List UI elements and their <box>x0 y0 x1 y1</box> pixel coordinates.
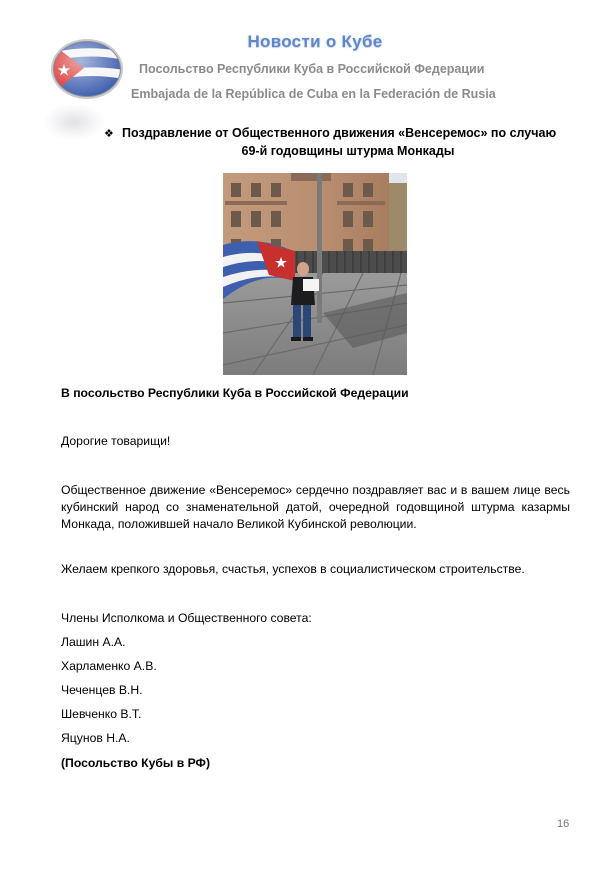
embassy-name-russian: Посольство Республики Куба в Российской Федерации <box>139 62 485 76</box>
headline-line-2: 69-й годовщины штурма Монкады <box>241 144 455 158</box>
protester-with-cuban-flag-photo <box>223 173 407 375</box>
signatory-name: Чеченцев В.Н. <box>61 683 143 697</box>
headline-line-1: Поздравление от Общественного движения «Венсеремос» по случаю <box>122 126 557 140</box>
letter-addressee: В посольство Республики Куба в Российской Федерации <box>61 386 409 400</box>
signatory-name: Яцунов Н.А. <box>61 731 130 745</box>
letter-body-paragraph: Общественное движение «Венсеремос» сердечно поздравляет вас и в вашем лице весь кубинский народ со знаменательной датой, очередной годовщиной штурма казармы Монкада, положившей начало Великой Кубинской революции. <box>61 483 570 531</box>
signatory-name: Шевченко В.Т. <box>61 707 142 721</box>
signatory-name: Харламенко А.В. <box>61 659 157 673</box>
diamond-bullet-icon: ❖ <box>104 128 114 140</box>
page-number: 16 <box>557 818 570 830</box>
article-headline <box>104 125 574 160</box>
newsletter-title: Новости о Кубе <box>247 32 383 51</box>
embassy-name-spanish: Embajada de la República de Cuba en la Federación de Rusia <box>131 87 496 101</box>
letter-greeting: Дорогие товарищи! <box>61 434 171 448</box>
signatories-intro: Члены Исполкома и Общественного совета: <box>61 611 312 625</box>
signatory-name: Лашин А.А. <box>61 635 126 649</box>
letter-wishes: Желаем крепкого здоровья, счастья, успехов в социалистическом строительстве. <box>61 562 525 576</box>
logo-reflection <box>44 104 104 140</box>
article-source: (Посольство Кубы в РФ) <box>61 756 211 770</box>
